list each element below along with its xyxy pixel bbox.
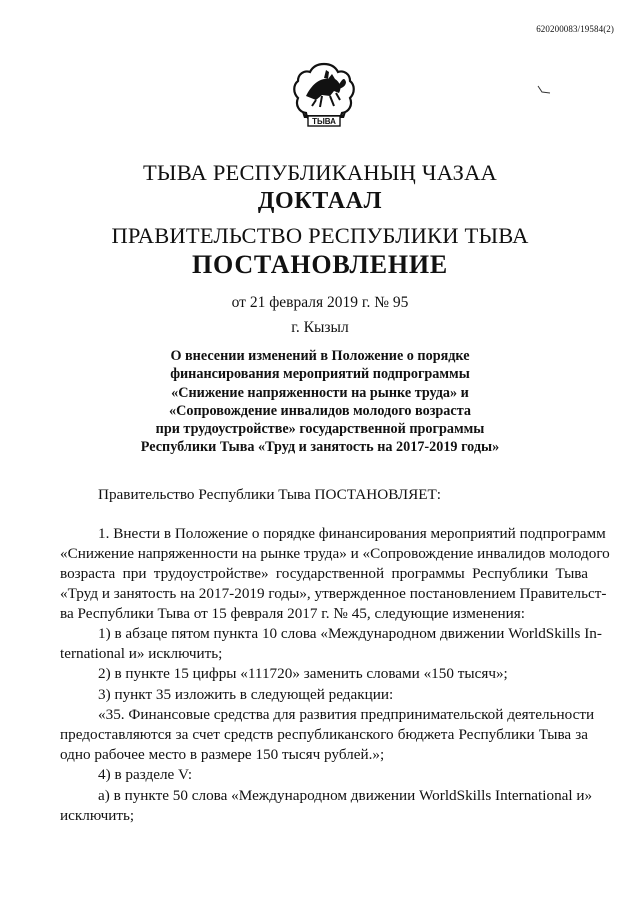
body-line: 3) пункт 35 изложить в следующей редакции:	[98, 686, 394, 703]
emblem-ribbon-text: ТЫВА	[312, 117, 336, 126]
body-line: 1) в абзаце пятом пункта 10 слова «Международном движении WorldSkills In-	[98, 625, 602, 642]
body-line: «35. Финансовые средства для развития предпринимательской деятельности	[98, 706, 595, 723]
title-line: при трудоустройстве» государственной программы	[155, 421, 485, 438]
title-line: финансирования мероприятий подпрограммы	[170, 366, 470, 383]
title-line: О внесении изменений в Положение о порядке	[170, 348, 470, 364]
pen-mark-icon	[536, 84, 552, 96]
tyva-government-name: ТЫВА РЕСПУБЛИКАНЫҢ ЧАЗАА	[142, 160, 498, 185]
body-line: 1. Внести в Положение о порядке финансирования мероприятий подпрограмм	[98, 525, 606, 542]
body-line: исключить;	[60, 807, 135, 824]
body-line: возраста при трудоустройстве» государственной программы Республики Тыва	[60, 565, 588, 582]
body-line: ва Республики Тыва от 15 февраля 2017 г. № 45, следующие изменения:	[60, 605, 525, 622]
government-name: ПРАВИТЕЛЬСТВО РЕСПУБЛИКИ ТЫВА	[111, 223, 529, 248]
date-number: от 21 февраля 2019 г. № 95	[231, 294, 409, 311]
resolution-title	[0, 347, 640, 457]
title-line: Республики Тыва «Труд и занятость на 2017-2019 годы»	[140, 439, 500, 456]
body-line: одно рабочее место в размере 150 тысяч рублей.»;	[60, 746, 385, 763]
body-line: 2) в пункте 15 цифры «111720» заменить словами «150 тысяч»;	[98, 665, 508, 682]
document-number: 620200083/19584(2)	[536, 24, 614, 34]
tuva-emblem-icon	[292, 60, 356, 140]
document-type: ПОСТАНОВЛЕНИЕ	[191, 250, 449, 279]
title-line: «Сопровождение инвалидов молодого возраста	[169, 402, 471, 419]
city: г. Кызыл	[291, 319, 349, 336]
body-line: а) в пункте 50 слова «Международном движении WorldSkills International и»	[98, 787, 593, 804]
body-line: «Снижение напряженности на рынке труда» и «Сопровождение инвалидов молодого	[60, 545, 610, 562]
body-line: предоставляются за счет средств республиканского бюджета Республики Тыва за	[60, 726, 588, 743]
tyva-document-type: ДОКТААЛ	[257, 188, 383, 214]
preamble: Правительство Республики Тыва ПОСТАНОВЛЯЕТ:	[98, 486, 441, 503]
body-line: «Труд и занятость на 2017-2019 годы», утвержденное постановлением Правительст-	[60, 585, 607, 602]
body-line: ternational и» исключить;	[60, 645, 223, 662]
title-line: «Снижение напряженности на рынке труда» и	[171, 384, 469, 401]
body-line: 4) в разделе V:	[98, 766, 193, 783]
